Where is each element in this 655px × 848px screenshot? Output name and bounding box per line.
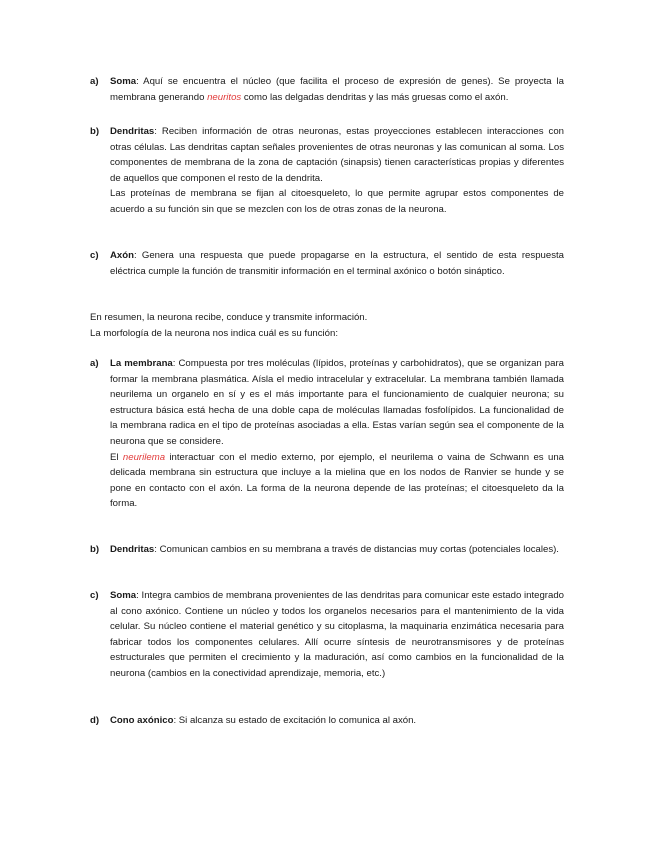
term-membrana: La membrana — [110, 358, 173, 369]
highlight-neuritos: neuritos — [207, 91, 242, 103]
term-axon: Axón — [110, 250, 134, 261]
term-soma: Soma — [110, 76, 137, 87]
paragraph — [110, 542, 564, 558]
list-item-soma-2 — [90, 588, 564, 682]
highlight-neurilema: neurilema — [122, 451, 166, 463]
list-marker: d) — [90, 715, 100, 726]
text: : Compuesta por tres moléculas (lípidos, proteínas y carbohidratos), que se organizan para formar la membrana plasmática. Aísla el medio intracelular y extracelular. La membrana también llamada neurilema un organelo en sí y es el más importante para el funcionamiento de cualquier neurona; su estructura básica está hecha de una doble capa de moléculas llamadas fosfolípidos. La funcionalidad de la membrana radica en el tipo de proteínas asociadas a ella. Estas varían según sea el componente de la neurona que se considere. — [110, 358, 564, 447]
paragraph — [110, 74, 564, 105]
text: como las delgadas dendritas y las más gruesas como el axón. — [241, 91, 509, 103]
text: : Reciben información de otras neuronas, estas proyecciones establecen interacciones con otras células. Las dendritas captan señales provenientes de otras neuronas y las comunican al soma. Los componentes de membrana de la zona de captación (sinapsis) tienen características propias y diferentes de aquellos que componen el resto de la dendrita. — [110, 126, 564, 184]
list-item-soma — [90, 74, 564, 105]
summary-line-1: En resumen, la neurona recibe, conduce y transmite información. — [90, 312, 368, 323]
text: : Genera una respuesta que puede propagarse en la estructura, el sentido de esta respuesta eléctrica cumple la función de transmitir información en el terminal axónico o botón sináptico. — [110, 250, 564, 277]
paragraph — [110, 450, 564, 512]
list-item-dendritas — [90, 124, 564, 218]
term-dendritas: Dendritas — [110, 126, 155, 137]
summary-line-2: La morfología de la neurona nos indica cuál es su función: — [90, 327, 338, 339]
text: : Aquí se encuentra el núcleo (que facilita el proceso de expresión de genes). Se proyecta la membrana generando — [110, 76, 564, 103]
list-item-cono-axonico — [90, 713, 564, 729]
paragraph — [110, 588, 564, 682]
paragraph — [110, 713, 564, 729]
text: interactuar con el medio externo, por ejemplo, el neurilema o vaina de Schwann es una delicada membrana sin estructura que incluye a la mielina que en los nodos de Ranvier se hunde y se pone en contacto con el axón. La forma de la neurona depende de las proteínas; el citoesqueleto da la forma. — [110, 451, 564, 510]
list-item-membrana — [90, 356, 564, 512]
text: : Comunican cambios en su membrana a través de distancias muy cortas (potenciales locales). — [154, 544, 559, 555]
text: El — [110, 451, 123, 463]
paragraph — [110, 248, 564, 279]
list-marker: c) — [90, 590, 99, 601]
text: : Integra cambios de membrana provenientes de las dendritas para comunicar este estado integrado al cono axónico. Contiene un núcleo y todos los organelos necesarios para el mantenimiento de la vida celular. Su núcleo contiene el material genético y su citoplasma, la maquinaria enzimática necesaria para fabricar todos los componentes celulares. Allí ocurre síntesis de neurotransmisores y de proteínas estructurales que permiten el crecimiento y la maduración, así como cambios en la funcionalidad de la neurona (cambios en la conectividad aprendizaje, memoria, etc.) — [110, 590, 564, 679]
list-marker: a) — [90, 358, 99, 369]
list-marker: c) — [90, 250, 99, 261]
paragraph — [110, 186, 564, 217]
list-marker: b) — [90, 126, 100, 137]
paragraph — [110, 356, 564, 450]
list-marker: b) — [90, 544, 100, 555]
term-dendritas: Dendritas — [110, 544, 155, 555]
term-cono-axonico: Cono axónico — [110, 715, 174, 726]
text: : Si alcanza su estado de excitación lo comunica al axón. — [173, 715, 417, 726]
text: Las proteínas de membrana se fijan al citoesqueleto, lo que permite agrupar estos componentes de acuerdo a su función sin que se mezclen con los de otras zonas de la neurona. — [110, 188, 564, 215]
list-item-dendritas-2 — [90, 542, 564, 558]
list-marker: a) — [90, 76, 99, 87]
term-soma: Soma — [110, 590, 137, 601]
paragraph — [110, 124, 564, 186]
list-item-axon — [90, 248, 564, 279]
summary — [90, 310, 564, 341]
